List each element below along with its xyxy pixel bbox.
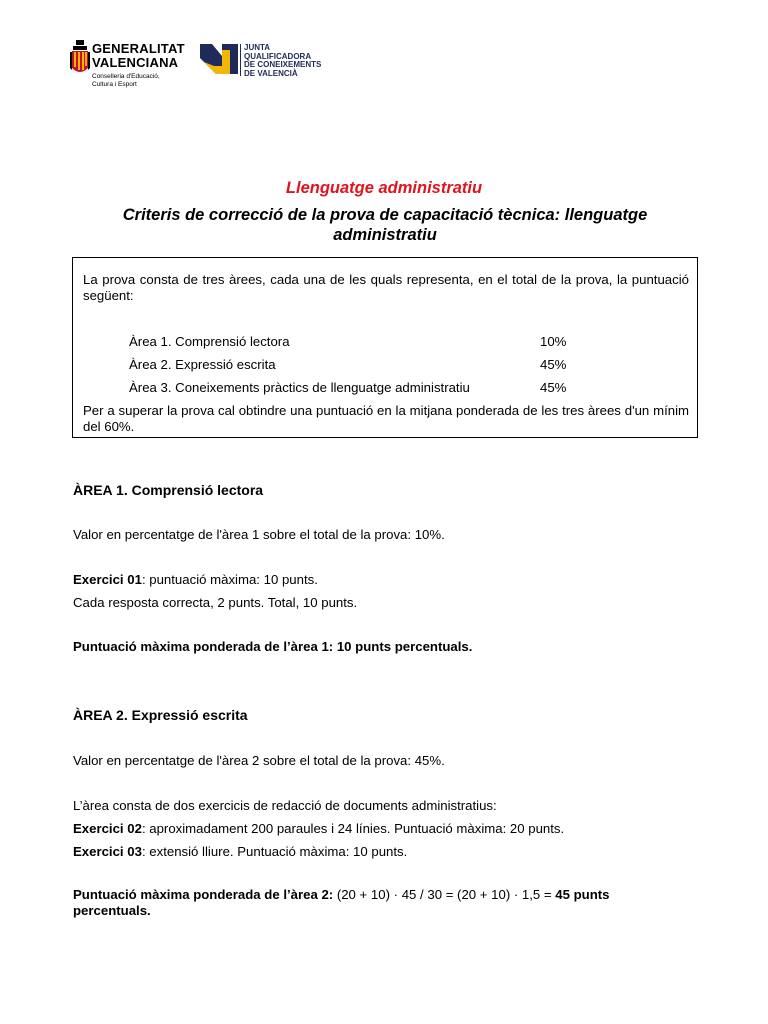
area2-max-result: 45 punts percentuals. [73,887,610,918]
area-row-2 [129,357,649,373]
jq-line1: JUNTA [244,43,271,52]
gv-line1: GENERALITAT [92,41,185,56]
jq-line4: DE VALENCIÀ [244,68,298,78]
subject-title: Llenguatge administratiu [285,179,483,197]
area-row-pct: 10% [540,334,567,349]
area-row-label: Àrea 3. Coneixements pràctics de llenguatge administratiu [129,380,470,395]
area1-ex01 [73,572,693,588]
area1-ex01-detail: Cada resposta correcta, 2 punts. Total, 10 punts. [73,595,358,610]
jq-mark-icon [200,44,238,78]
ex02-text: : aproximadament 200 paraules i 24 línies. Puntuació màxima: 20 punts. [141,821,565,836]
junta-qualificadora-logo [200,44,340,84]
ex01-label: Exercici 01 [73,572,142,587]
gv-sub1: Conselleria d'Educació, [92,73,160,80]
ex01-text: : puntuació màxima: 10 punts. [141,572,318,587]
area1-max: Puntuació màxima ponderada de l’àrea 1: 10 punts percentuals. [73,639,473,654]
info-intro: La prova consta de tres àrees, cada una de les quals representa, en el total de la prova, la puntuació següent: [83,272,689,303]
ex03-text: : extensió lliure. Puntuació màxima: 10 punts. [141,844,408,859]
area2-max [73,887,663,919]
area1-heading: ÀREA 1. Comprensió lectora [73,482,264,498]
area2-heading: ÀREA 2. Expressió escrita [73,707,248,723]
area2-value: Valor en percentatge de l'àrea 2 sobre el total de la prova: 45%. [73,753,445,768]
area1-value: Valor en percentatge de l'àrea 1 sobre el total de la prova: 10%. [73,527,445,542]
area2-ex02 [73,821,693,837]
jq-line2: QUALIFICADORA [244,51,312,61]
area-row-1 [129,334,649,350]
area-row-label: Àrea 2. Expressió escrita [129,357,276,372]
area-row-label: Àrea 1. Comprensió lectora [129,334,290,349]
area2-ex03 [73,844,693,860]
ex02-label: Exercici 02 [73,821,142,836]
area-row-3 [129,380,649,396]
info-footer: Per a superar la prova cal obtindre una puntuació en la mitjana ponderada de les tres àrees d'un mínim del 60%. [83,403,689,434]
area2-max-label: Puntuació màxima ponderada de l’àrea 2: [73,887,334,902]
generalitat-valenciana-logo [70,40,185,92]
page-title: Criteris de correcció de la prova de capacitació tècnica: llenguatge administratiu [122,206,648,244]
gv-sub2: Cultura i Esport [92,81,137,88]
crest-icon [70,40,90,80]
area-row-pct: 45% [540,357,567,372]
info-box [72,257,698,438]
area-row-pct: 45% [540,380,567,395]
gv-line2: VALENCIANA [92,55,179,70]
ex03-label: Exercici 03 [73,844,142,859]
area2-max-formula: (20 + 10) · 45 / 30 = (20 + 10) · 1,5 = [333,887,556,902]
area2-intro: L’àrea consta de dos exercicis de redacció de documents administratius: [73,798,497,813]
jq-line3: DE CONEIXEMENTS [244,60,322,70]
jq-divider [240,44,241,76]
